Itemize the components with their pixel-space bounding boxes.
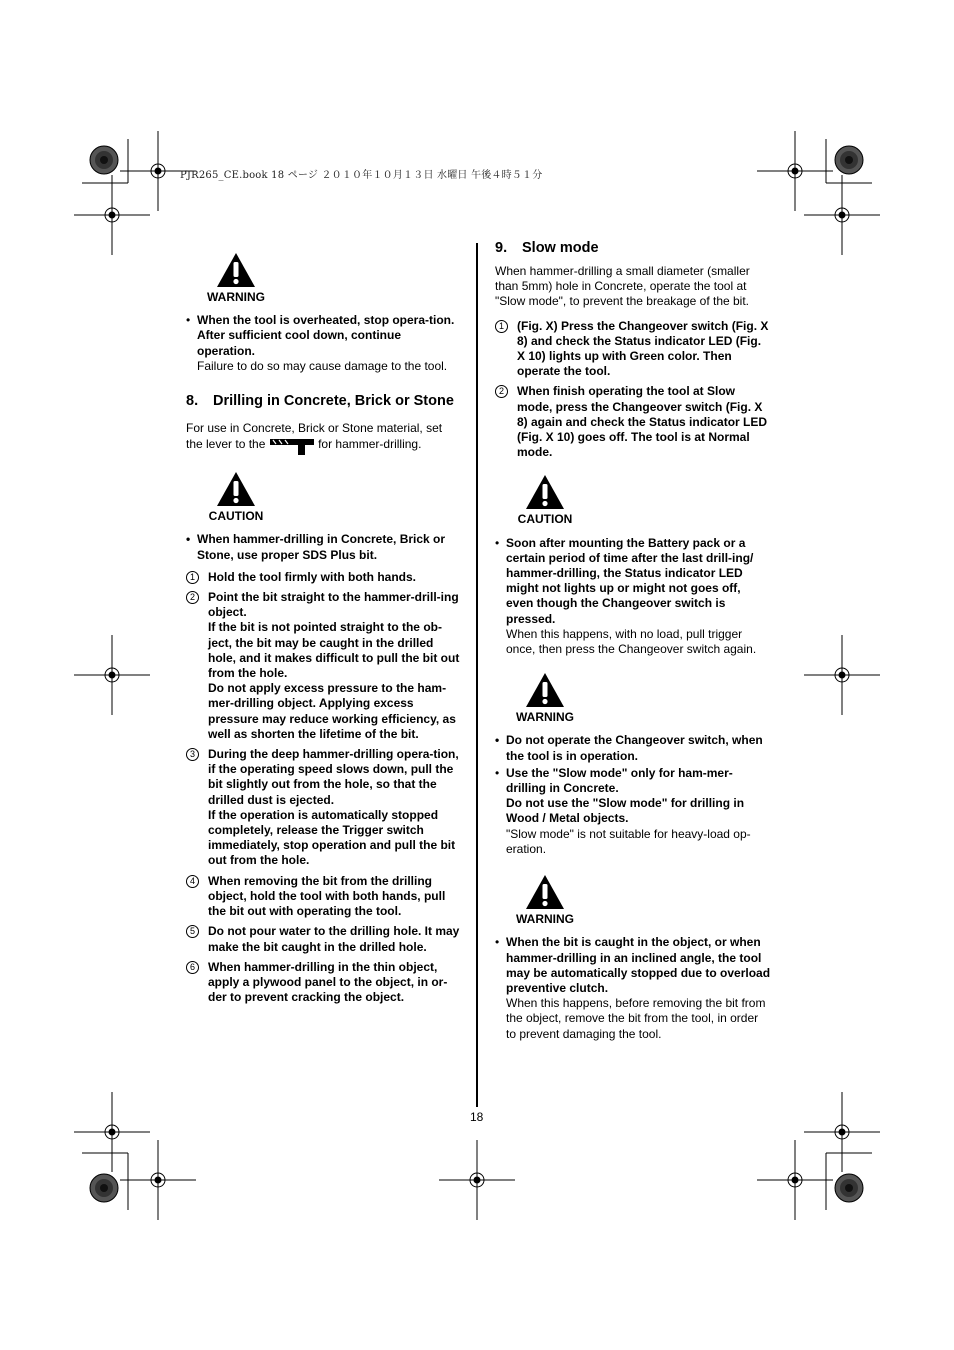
warning-label: WARNING bbox=[516, 912, 574, 927]
caution-block bbox=[186, 471, 286, 524]
caution-triangle-icon bbox=[216, 471, 256, 507]
section-heading: 8. Drilling in Concrete, Brick or Stone bbox=[186, 393, 454, 410]
step-item: 3 During the deep hammer-drilling opera-tion, if the operating speed slows down, pull the bit slightly out from the hole, so that the drilled dust is ejected. If the operation is automatically stopped completely, release the Trigger switch immediately, stop operation and pull the bit out from the hole. bbox=[186, 747, 462, 869]
step-item: 2 When finish operating the tool at Slow mode, press the Changeover switch (Fig. X 8) again and check the Status indicator LED (Fig. X 10) goes off. The tool is at Normal mode. bbox=[495, 384, 771, 460]
section-heading: 9. Slow mode bbox=[495, 240, 599, 256]
list-item: • Do not operate the Changeover switch, when the tool is in operation. bbox=[495, 733, 771, 763]
section-title: Drilling in Concrete, Brick or Stone bbox=[213, 393, 454, 410]
warning-block bbox=[495, 874, 595, 927]
step-item: 1 (Fig. X) Press the Changeover switch (Fig. X 8) and check the Status indicator LED (Fig. X 10) lights up with Green color. Then operate the tool. bbox=[495, 319, 771, 380]
caution-block bbox=[495, 474, 595, 527]
warning-label: WARNING bbox=[516, 710, 574, 725]
step-item: 1 Hold the tool firmly with both hands. bbox=[186, 570, 462, 585]
section-title: Slow mode bbox=[522, 240, 599, 256]
list-item: • Use the "Slow mode" only for ham-mer-drilling in Concrete. Do not use the "Slow mode" for drilling in Wood / Metal objects. "Slow mode" is not suitable for heavy-load op-eration. bbox=[495, 766, 771, 857]
step-item: 5 Do not pour water to the drilling hole. It may make the bit caught in the drilled hole. bbox=[186, 924, 462, 954]
right-column bbox=[495, 240, 771, 1044]
caution-label: CAUTION bbox=[208, 509, 264, 524]
numbered-steps bbox=[186, 570, 462, 1005]
column-divider bbox=[476, 243, 478, 1107]
warning-triangle-icon bbox=[525, 672, 565, 708]
list-item: • When the tool is overheated, stop opera-tion. After sufficient cool down, continue operation. Failure to do so may cause damage to the tool. bbox=[186, 313, 462, 374]
hammer-mode-icon bbox=[269, 436, 315, 456]
numbered-steps bbox=[495, 319, 771, 461]
page-number: 18 bbox=[470, 1110, 484, 1124]
caution-triangle-icon bbox=[525, 474, 565, 510]
list-item: • When hammer-drilling in Concrete, Brick or Stone, use proper SDS Plus bit. bbox=[186, 532, 462, 562]
step-item: 4 When removing the bit from the drilling object, hold the tool with both hands, pull the bit out with operating the tool. bbox=[186, 874, 462, 920]
step-item: 6 When hammer-drilling in the thin object, apply a plywood panel to the object, in or-der to prevent cracking the object. bbox=[186, 960, 462, 1006]
warning-triangle-icon bbox=[525, 874, 565, 910]
book-info-header: PJR265_CE.book 18 ページ ２０１０年１０月１３日 水曜日 午後４時５１分 bbox=[180, 170, 543, 181]
section-intro: When hammer-drilling a small diameter (smaller than 5mm) hole in Concrete, operate the tool at "Slow mode", to prevent the breakage of the bit. bbox=[495, 264, 750, 309]
warning-block bbox=[495, 672, 595, 725]
caution-label: CAUTION bbox=[517, 512, 573, 527]
list-item: • Soon after mounting the Battery pack or a certain period of time after the last drill-ing/ hammer-drilling, the Status indicator LED might not lights up or might not goes off, even though the Changeover switch is pressed. When this happens, with no load, pull trigger once, then press the Changeover switch again. bbox=[495, 536, 771, 658]
list-item: • When the bit is caught in the object, or when hammer-drilling in an inclined angle, the tool may be automatically stopped due to overload preventive clutch. When this happens, before removing the bit from the object, remove the bit from the tool, in order to prevent damaging the tool. bbox=[495, 935, 771, 1041]
warning-block bbox=[186, 252, 286, 305]
step-item: 2 Point the bit straight to the hammer-drill-ing object. If the bit is not pointed straight to the ob-ject, the bit may be caught in the drilled hole, and it makes difficult to pull the bit out from the hole. Do not apply excess pressure to the ham-mer-drilling object. Applying excess pressure may reduce working efficiency, as well as shorten the lifetime of the bit. bbox=[186, 590, 462, 742]
section-intro: For use in Concrete, Brick or Stone material, set the lever to the for hammer-drilling. bbox=[186, 421, 462, 456]
warning-label: WARNING bbox=[207, 290, 265, 304]
left-column bbox=[186, 252, 462, 1010]
warning-triangle-icon bbox=[216, 252, 256, 288]
